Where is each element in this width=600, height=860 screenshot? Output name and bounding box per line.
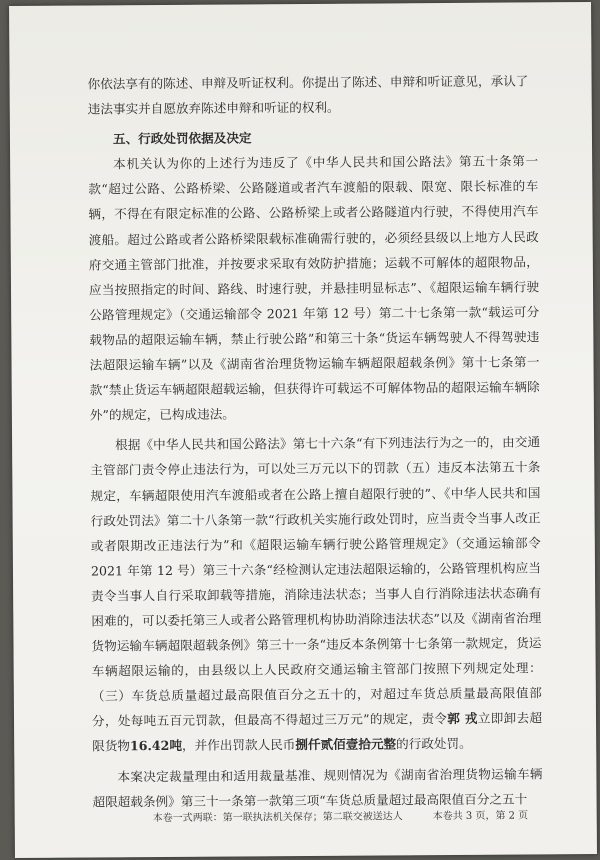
fine-amount: 捌仟贰佰壹拾元整 [295,736,397,753]
intro-line-2: 违法事实并自愿放弃陈述申辩和听证的权利。 [87,99,340,117]
penalty-text-end: 的行政处罚。 [396,736,472,752]
footer-copies-note: 本卷一式两联：第一联执法机关保存；第二联交被送达人 [152,811,403,825]
overload-weight: 16.42吨 [129,738,183,754]
paragraph-discretion: 本案决定裁量理由和适用裁量基准、规则情况为《湖南省治理货物运输车辆超限超载条例》第三十一条第一款第三项“车货总质量超过最高限值百分之五十 [92,765,543,810]
penalty-basis-text: 根据《中华人民共和国公路法》第七十六条“有下列违法行为之一的，由交通主管部门责令停止违法行为，可以处三万元以下的罚款（五）违反本法第五十条规定，车辆超限使用汽车渡船或者在公路上擅自超限行驶的”、《中华人民共和国行政处罚法》第二十八条第一款“行政机关实施行政处罚时，应当责令当事人改正或者限期改正违法行为”和《超限运输车辆行驶公路管理规定》（交通运输部令 2021 年第 12 号）第三十六条“经检测认定违法超限运输的，公路管理机构应当责令当事人自行采取卸载等措施，消除违法状态；当事人自行消除违法状态确有困难的，可以委托第三人或者公路管理机构协助消除违法状态”以及《湖南省治理货物运输车辆超限超载条例》第三十一条“违反本条例第十七条第一款规定，货运车辆超限运输的，由县级以上人民政府交通运输主管部门按照下列规定处理：（三）车货总质量超过最高限值百分之五十的，对超过车货总质量最高限值部分，处每吨五百元罚款，但最高不得超过三万元”的规定，责令 [90,434,542,729]
penalty-text-unload: 立即卸去超限货物 [92,710,543,754]
document-page [9,2,597,858]
footer-page-number: 本卷共 3 页，第 2 页 [432,810,529,823]
page-footer [153,806,553,824]
penalty-text-fine: ，并作出罚款人民币 [181,737,296,754]
paragraph-violation: 本机关认为你的上述行为违反了《中华人民共和国公路法》第五十条第一款“超过公路、公路桥梁、公路隧道或者汽车渡船的限载、限宽、限长标准的车辆，不得在有限定标准的公路、公路桥梁上或者公路隧道内行驶，不得使用汽车渡船。超过公路或者公路桥梁限载标准确需行驶的，必须经县级以上地方人民政府交通主管部门批准，并按要求采取有效防护措施；运载不可解体的超限物品，应当按照指定的时间、路线、时速行驶，并悬挂明显标志”、《超限运输车辆行驶公路管理规定》（交通运输部令 2021 年第 12 号）第二十七条第一款“载运可分载物品的超限运输车辆，禁止行驶公路”和第三十条“货运车辆驾驶人不得驾驶违法超限运输车辆”以及《湖南省治理货物运输车辆超限超载条例》第十七条第一款“禁止货运车辆超限超载运输，但获得许可载运不可解体物品的超限运输车辆除外”的规定，已构成违法。 [88,153,540,423]
intro-line-1: 你依法享有的陈述、申辩及听证权利。你提出了陈述、申辩和听证意见，承认了 [87,73,529,92]
document-body [87,68,542,814]
paragraph-penalty-basis [90,430,542,759]
party-name: 郭 戎 [447,711,478,727]
section-heading: 五、行政处罚依据及决定 [112,130,252,147]
